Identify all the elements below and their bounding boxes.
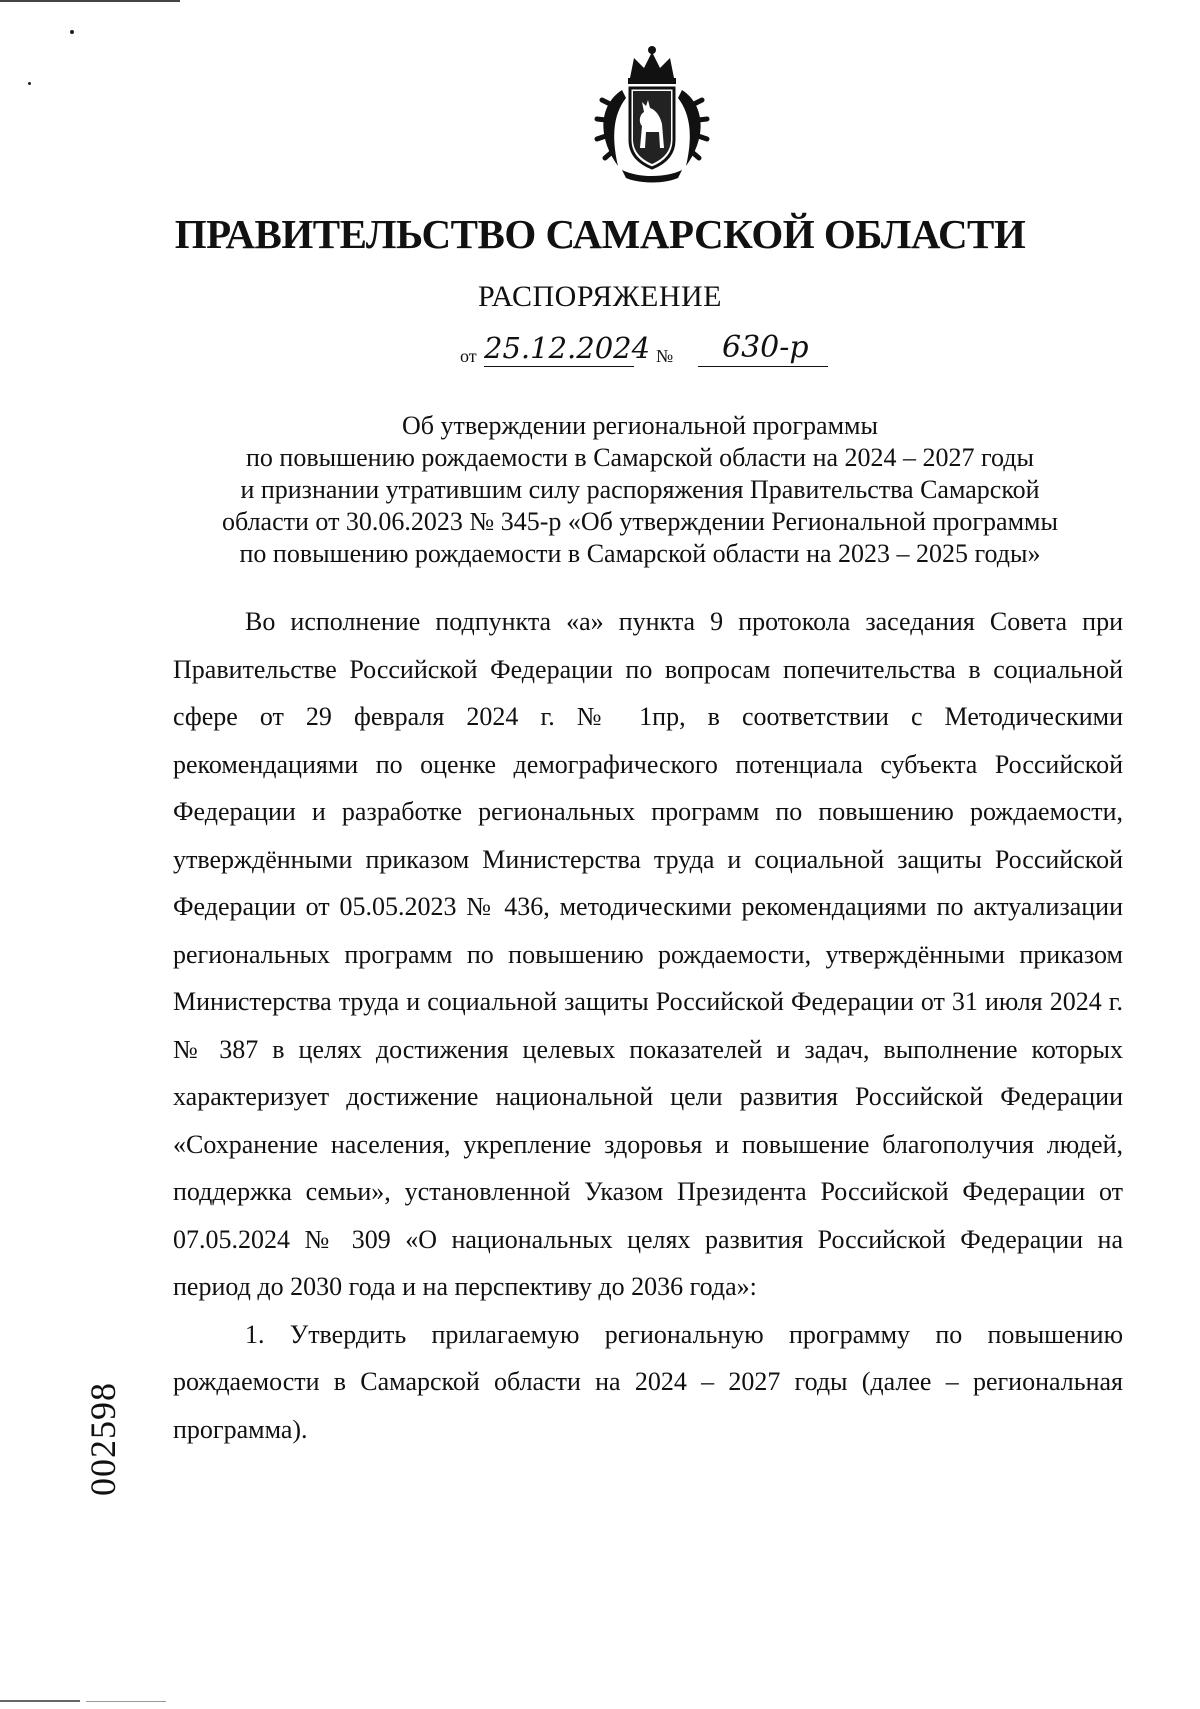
document-body <box>173 598 1123 1453</box>
subject-line: области от 30.06.2023 № 345-р «Об утверждении Региональной программы <box>222 507 1058 536</box>
scan-edge-line <box>0 0 180 2</box>
document-date-number <box>460 330 860 374</box>
scan-speck <box>28 82 31 85</box>
document-subject <box>170 410 1110 570</box>
scan-speck <box>70 30 74 34</box>
scan-edge-line <box>0 1700 80 1702</box>
number-label: № <box>656 346 674 366</box>
government-title: ПРАВИТЕЛЬСТВО САМАРСКОЙ ОБЛАСТИ <box>174 211 1026 257</box>
subject-line: по повышению рождаемости в Самарской области на 2024 – 2027 годы <box>246 443 1034 472</box>
preamble-paragraph: Во исполнение подпункта «а» пункта 9 протокола заседания Совета при Правительстве Российской Федерации по вопросам попечительства в социальной сфере от 29 февраля 2024 г. № 1пр, в соответствии с Методическими рекомендациями по оценке демографического потенциала субъекта Российской Федерации и разработке региональных программ по повышению рождаемости, утверждёнными приказом Министерства труда и социальной защиты Российской Федерации от 05.05.2023 № 436, методическими рекомендациями по актуализации региональных программ по повышению рождаемости, утверждёнными приказом Министерства труда и социальной защиты Российской Федерации от 31 июля 2024 г. № 387 в целях достижения целевых показателей и задач, выполнение которых характеризует достижение национальной цели развития Российской Федерации «Сохранение населения, укрепление здоровья и повышение благополучия людей, поддержка семьи», установленной Указом Президента Российской Федерации от 07.05.2024 № 309 «О национальных целях развития Российской Федерации на период до 2030 года и на перспективу до 2036 года»: <box>173 607 1123 1301</box>
handwritten-date: 25.12.2024 <box>484 331 651 365</box>
margin-stamp-number: 002598 <box>83 1382 123 1496</box>
scan-edge-line <box>86 1701 166 1702</box>
subject-line: Об утверждении региональной программы <box>402 411 878 440</box>
subject-line: по повышению рождаемости в Самарской области на 2023 – 2025 годы» <box>239 539 1041 568</box>
subject-line: и признании утратившим силу распоряжения Правительства Самарской <box>240 475 1040 504</box>
samara-coat-of-arms-icon <box>582 44 722 184</box>
date-label: от <box>460 346 477 366</box>
document-type: РАСПОРЯЖЕНИЕ <box>477 280 723 313</box>
handwritten-number: 630-р <box>698 330 828 367</box>
item-1-paragraph: 1. Утвердить прилагаемую региональную программу по повышению рождаемости в Самарской области на 2024 – 2027 годы (далее – региональная программа). <box>173 1319 1123 1444</box>
